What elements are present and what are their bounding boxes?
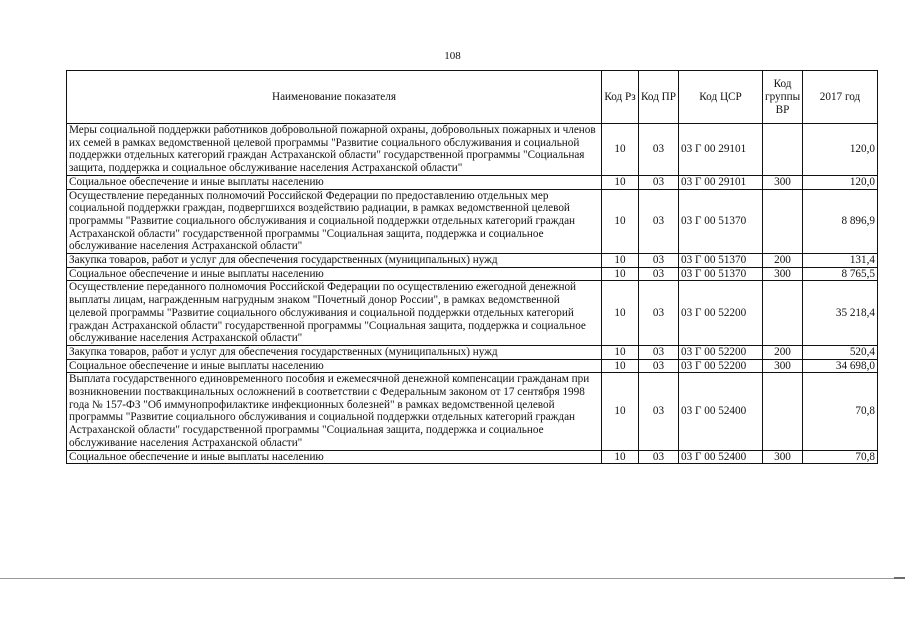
row-csr: 03 Г 00 52200: [679, 345, 763, 359]
row-vr: [763, 189, 803, 254]
table-row: [67, 189, 878, 254]
row-rz: 10: [602, 373, 639, 450]
row-vr: 200: [763, 345, 803, 359]
row-vr: [763, 124, 803, 176]
header-name: Наименование показателя: [67, 71, 602, 124]
scan-edge-mark: [894, 577, 905, 579]
row-rz: 10: [602, 124, 639, 176]
row-name: Социальное обеспечение и иные выплаты населению: [67, 267, 602, 281]
row-name: Выплата государственного единовременного пособия и ежемесячной денежной компенсации гражданам при возникновении поствакцинальных осложнений в соответствии с Федеральным законом от 17 сентября 1998 года № 157-ФЗ "Об иммунопрофилактике инфекционных болезней" в рамках ведомственной целевой программы "Развитие социального обслуживания и социальной поддержки отдельных категорий граждан Астраханской области" государственной программы "Социальная защита, поддержка и социальное обслуживание населения Астраханской области": [67, 373, 602, 450]
row-csr: 03 Г 00 52200: [679, 359, 763, 373]
row-amount: 120,0: [803, 175, 878, 189]
row-csr: 03 Г 00 52200: [679, 281, 763, 346]
row-pr: 03: [639, 345, 679, 359]
page-number: 108: [444, 50, 461, 62]
row-rz: 10: [602, 254, 639, 268]
scan-edge-line: [0, 578, 905, 579]
row-name: Закупка товаров, работ и услуг для обеспечения государственных (муниципальных) нужд: [67, 345, 602, 359]
row-rz: 10: [602, 359, 639, 373]
row-vr: [763, 281, 803, 346]
header-csr: Код ЦСР: [679, 71, 763, 124]
header-rz: Код Рз: [602, 71, 639, 124]
row-amount: 120,0: [803, 124, 878, 176]
row-vr: 300: [763, 267, 803, 281]
table-row: [67, 450, 878, 464]
row-pr: 03: [639, 254, 679, 268]
header-year: 2017 год: [803, 71, 878, 124]
budget-table: [66, 70, 878, 464]
row-amount: 131,4: [803, 254, 878, 268]
table-row: [67, 254, 878, 268]
row-pr: 03: [639, 281, 679, 346]
row-csr: 03 Г 00 52400: [679, 373, 763, 450]
row-vr: 300: [763, 175, 803, 189]
header-vr: Код группы ВР: [763, 71, 803, 124]
row-amount: 520,4: [803, 345, 878, 359]
row-vr: 300: [763, 450, 803, 464]
row-csr: 03 Г 00 29101: [679, 175, 763, 189]
row-pr: 03: [639, 373, 679, 450]
row-name: Закупка товаров, работ и услуг для обеспечения государственных (муниципальных) нужд: [67, 254, 602, 268]
row-csr: 03 Г 00 51370: [679, 189, 763, 254]
row-amount: 35 218,4: [803, 281, 878, 346]
row-rz: 10: [602, 267, 639, 281]
header-row: [67, 71, 878, 124]
row-name: Социальное обеспечение и иные выплаты населению: [67, 175, 602, 189]
row-pr: 03: [639, 175, 679, 189]
row-amount: 8 896,9: [803, 189, 878, 254]
table-row: [67, 345, 878, 359]
row-name: Осуществление переданных полномочий Российской Федерации по предоставлению отдельных мер социальной поддержки граждан, подвергшихся воздействию радиации, в рамках ведомственной целевой программы "Развитие социального обслуживания и социальной поддержки отдельных категорий граждан Астраханской области" государственной программы "Социальная защита, поддержка и социальное обслуживание населения Астраханской области": [67, 189, 602, 254]
row-pr: 03: [639, 450, 679, 464]
row-amount: 70,8: [803, 373, 878, 450]
row-name: Социальное обеспечение и иные выплаты населению: [67, 450, 602, 464]
row-rz: 10: [602, 450, 639, 464]
row-amount: 8 765,5: [803, 267, 878, 281]
row-vr: 300: [763, 359, 803, 373]
row-rz: 10: [602, 281, 639, 346]
table-row: [67, 359, 878, 373]
table-row: [67, 175, 878, 189]
row-amount: 70,8: [803, 450, 878, 464]
row-pr: 03: [639, 124, 679, 176]
table-row: [67, 124, 878, 176]
row-pr: 03: [639, 189, 679, 254]
row-name: Меры социальной поддержки работников добровольной пожарной охраны, добровольных пожарных и членов их семей в рамках ведомственной целевой программы "Развитие социального обслуживания и социальной поддержки отдельных категорий граждан Астраханской области" государственной программы "Социальная защита, поддержка и социальное обслуживание населения Астраханской области": [67, 124, 602, 176]
row-vr: [763, 373, 803, 450]
table-row: [67, 373, 878, 450]
row-rz: 10: [602, 175, 639, 189]
table-row: [67, 267, 878, 281]
row-vr: 200: [763, 254, 803, 268]
header-pr: Код ПР: [639, 71, 679, 124]
row-csr: 03 Г 00 51370: [679, 254, 763, 268]
row-csr: 03 Г 00 51370: [679, 267, 763, 281]
row-csr: 03 Г 00 29101: [679, 124, 763, 176]
row-pr: 03: [639, 267, 679, 281]
row-csr: 03 Г 00 52400: [679, 450, 763, 464]
row-rz: 10: [602, 345, 639, 359]
table-row: [67, 281, 878, 346]
row-name: Социальное обеспечение и иные выплаты населению: [67, 359, 602, 373]
row-name: Осуществление переданного полномочия Российской Федерации по осуществлению ежегодной денежной выплаты лицам, награжденным нагрудным знаком "Почетный донор России", в рамках ведомственной целевой программы "Развитие социального обслуживания и социальной поддержки отдельных категорий граждан Астраханской области" государственной программы "Социальная защита, поддержка и социальное обслуживание населения Астраханской области": [67, 281, 602, 346]
row-pr: 03: [639, 359, 679, 373]
row-rz: 10: [602, 189, 639, 254]
row-amount: 34 698,0: [803, 359, 878, 373]
